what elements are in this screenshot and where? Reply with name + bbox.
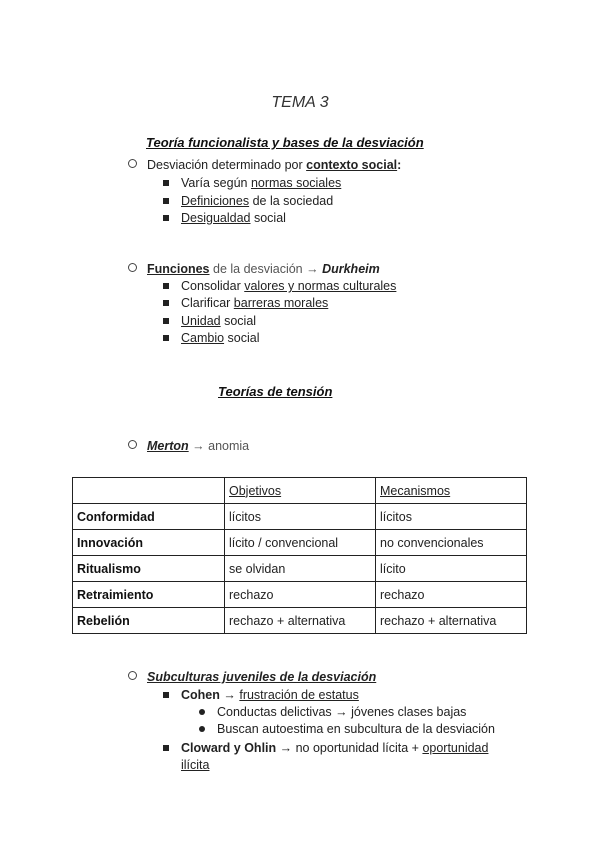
list-item: Clarificar barreras morales [163, 296, 328, 310]
list-item: Conductas delictivas → jóvenes clases bajas [199, 705, 466, 719]
list-item-subculturas: Subculturas juveniles de la desviación [128, 670, 376, 684]
list-item-cohen: Cohen → frustración de estatus [163, 688, 359, 702]
square-bullet-icon [163, 215, 169, 221]
square-bullet-icon [163, 692, 169, 698]
list-item: Consolidar valores y normas culturales [163, 279, 396, 293]
list-item: Buscan autoestima en subcultura de la desviación [199, 722, 495, 736]
list-item: Desigualdad social [163, 211, 286, 225]
square-bullet-icon [163, 180, 169, 186]
table-row: Rebelión rechazo + alternativa rechazo + alternativa [73, 608, 527, 634]
list-item-cloward: Cloward y Ohlin → no oportunidad lícita + oportunidad [163, 741, 488, 755]
circle-bullet-icon [128, 671, 137, 680]
list-item-desviacion: Desviación determinado por contexto social: [128, 158, 401, 172]
table-header-row: Objetivos Mecanismos [73, 478, 527, 504]
dot-bullet-icon [199, 726, 205, 732]
list-item-funciones: Funciones de la desviación → Durkheim [128, 262, 380, 276]
section-heading-funcionalista: Teoría funcionalista y bases de la desviación [146, 135, 424, 150]
list-item-merton: Merton → anomia [128, 439, 249, 453]
list-item-continuation: ilícita [181, 758, 210, 772]
square-bullet-icon [163, 300, 169, 306]
table-row: Innovación lícito / convencional no convencionales [73, 530, 527, 556]
square-bullet-icon [163, 198, 169, 204]
square-bullet-icon [163, 745, 169, 751]
list-item: Definiciones de la sociedad [163, 194, 333, 208]
circle-bullet-icon [128, 159, 137, 168]
square-bullet-icon [163, 318, 169, 324]
dot-bullet-icon [199, 709, 205, 715]
square-bullet-icon [163, 283, 169, 289]
circle-bullet-icon [128, 440, 137, 449]
list-item: Unidad social [163, 314, 256, 328]
list-item: Cambio social [163, 331, 260, 345]
square-bullet-icon [163, 335, 169, 341]
circle-bullet-icon [128, 263, 137, 272]
section-heading-tension: Teorías de tensión [218, 384, 333, 399]
table-row: Conformidad lícitos lícitos [73, 504, 527, 530]
merton-table [72, 477, 527, 634]
table-row: Ritualismo se olvidan lícito [73, 556, 527, 582]
list-item: Varía según normas sociales [163, 176, 341, 190]
table-row: Retraimiento rechazo rechazo [73, 582, 527, 608]
page-title: TEMA 3 [271, 94, 329, 111]
